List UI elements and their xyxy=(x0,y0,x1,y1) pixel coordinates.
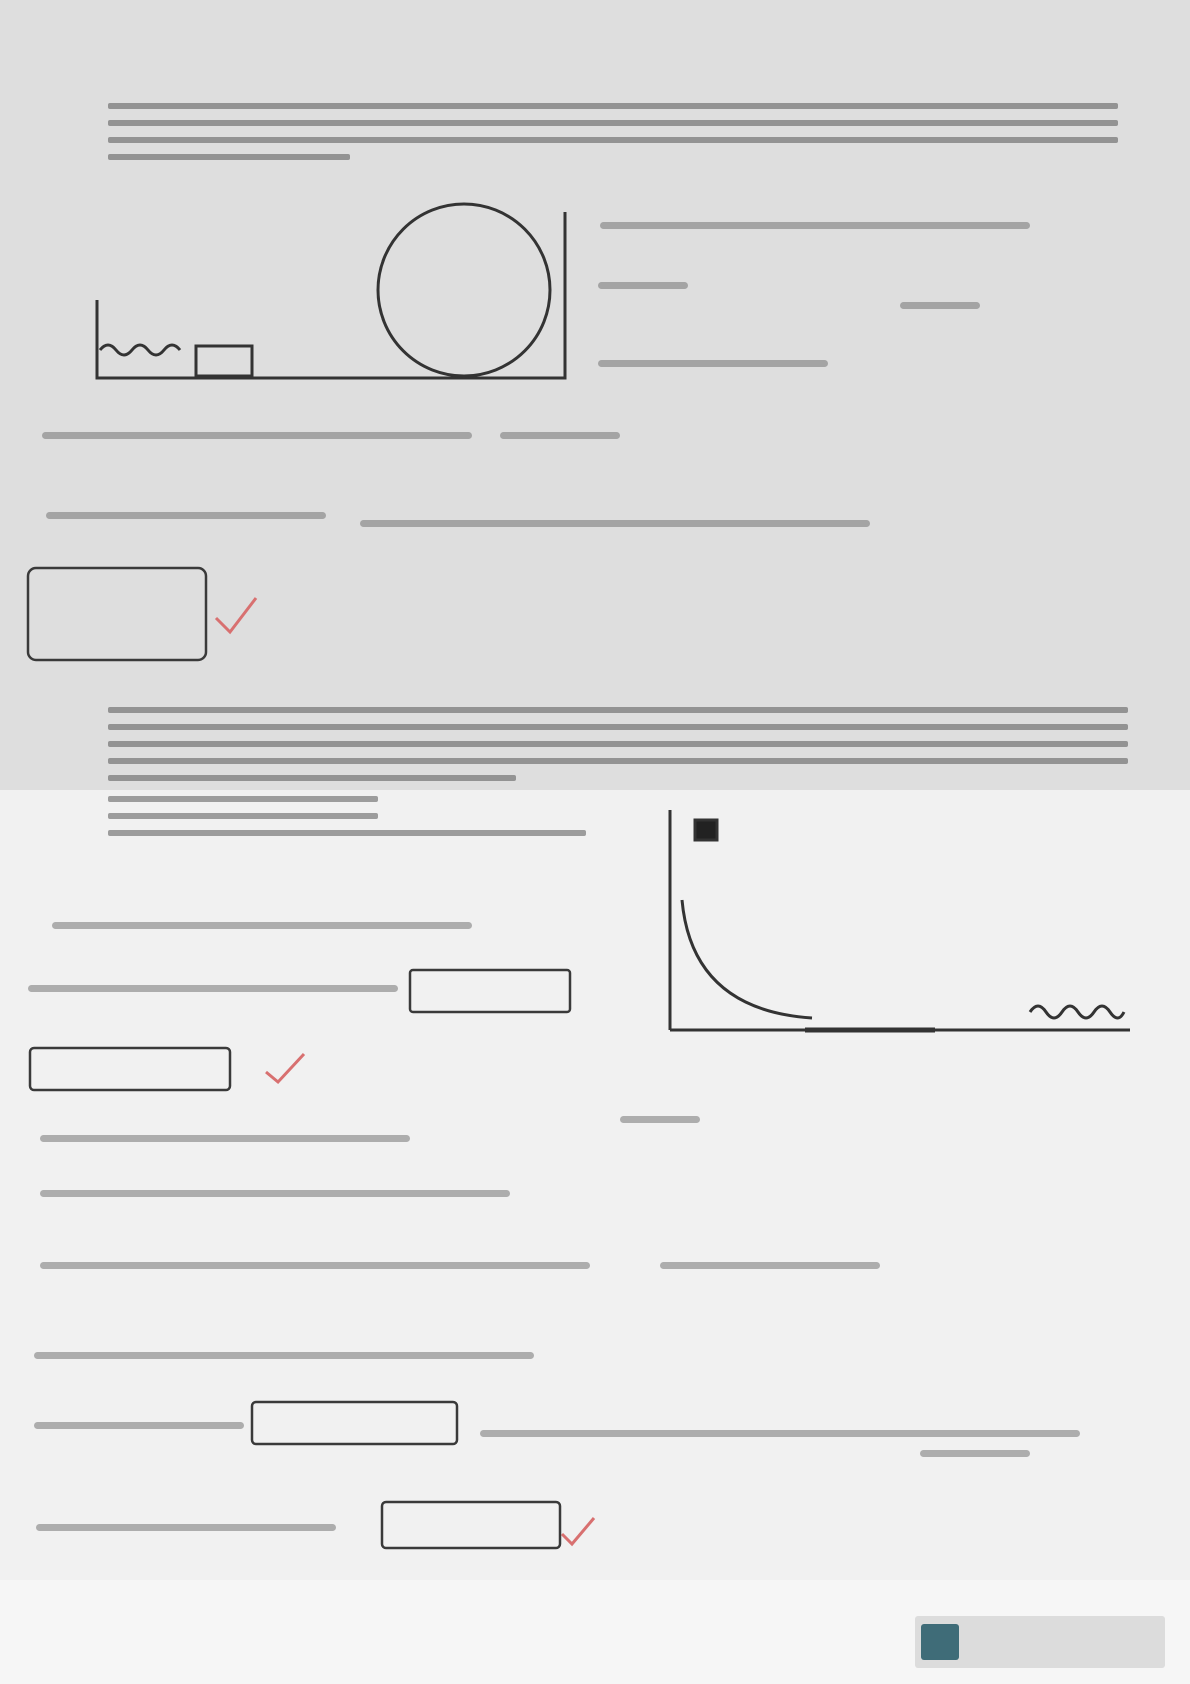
handwritten-line xyxy=(900,302,980,309)
handwritten-line xyxy=(598,360,828,367)
handwritten-line xyxy=(52,922,472,929)
ramp-spring-diagram xyxy=(670,810,1130,1030)
handwritten-line xyxy=(36,1524,336,1531)
handwritten-line xyxy=(42,432,472,439)
handwritten-line xyxy=(598,282,688,289)
handwritten-line xyxy=(480,1430,1080,1437)
handwritten-line xyxy=(600,222,1030,229)
handwritten-line xyxy=(34,1422,244,1429)
handwritten-line xyxy=(28,985,398,992)
handwritten-line xyxy=(500,432,620,439)
handwritten-line xyxy=(920,1450,1030,1457)
handwritten-line xyxy=(620,1116,700,1123)
scanner-brand-badge xyxy=(915,1616,1165,1668)
handwritten-line xyxy=(660,1262,880,1269)
loop-track-diagram xyxy=(97,204,565,378)
handwritten-line xyxy=(34,1352,534,1359)
handwritten-line xyxy=(360,520,870,527)
handwritten-line xyxy=(40,1135,410,1142)
app-logo-icon xyxy=(921,1624,959,1660)
handwritten-line xyxy=(40,1190,510,1197)
handwritten-line xyxy=(46,512,326,519)
handwritten-line xyxy=(40,1262,590,1269)
